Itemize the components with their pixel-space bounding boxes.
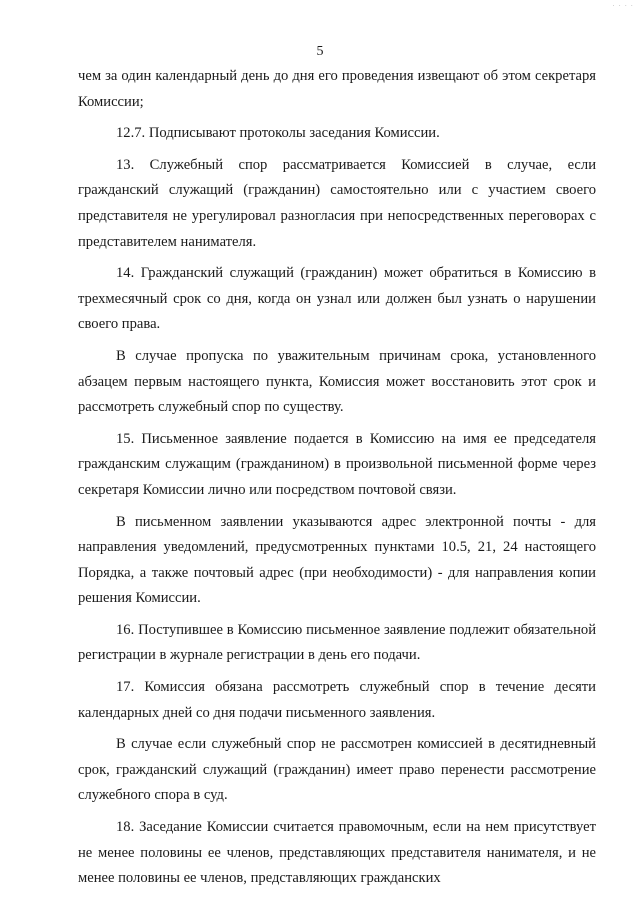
- paragraph-13: 13. Служебный спор рассматривается Комиссией в случае, если гражданский служащий (гражданин) самостоятельно или с участием своего представителя не урегулировал разногласия при непосредственных переговорах с представителем нанимателя.: [78, 156, 596, 250]
- paragraph-14: 14. Гражданский служащий (гражданин) может обратиться в Комиссию в трехмесячный срок со дня, когда он узнал или должен был узнать о нарушении своего права.: [78, 265, 596, 333]
- paragraph-12-7: 12.7. Подписывают протоколы заседания Комиссии.: [116, 125, 440, 142]
- corner-mark: · · · ·: [612, 2, 634, 10]
- paragraph-15: 15. Письменное заявление подается в Комиссию на имя ее председателя гражданским служащим (гражданином) в произвольной письменной форме через секретаря Комиссии лично или посредством почтовой связи.: [78, 430, 596, 498]
- paragraph-17: 17. Комиссия обязана рассмотреть служебный спор в течение десяти календарных дней со дня подачи письменного заявления.: [78, 679, 596, 721]
- page-number: 5: [316, 44, 324, 59]
- paragraph-17-part-2: В случае если служебный спор не рассмотрен комиссией в десятидневный срок, гражданский служащий (гражданин) имеет право перенести рассмотрение служебного спора в суд.: [78, 736, 596, 804]
- paragraph-16: 16. Поступившее в Комиссию письменное заявление подлежит обязательной регистрации в журнале регистрации в день его подачи.: [78, 621, 596, 664]
- paragraph-14-part-2: В случае пропуска по уважительным причинам срока, установленного абзацем первым настоящего пункта, Комиссия может восстановить этот срок и рассмотреть служебный спор по существу.: [78, 347, 596, 416]
- document-body: [78, 64, 596, 898]
- paragraph-18: 18. Заседание Комиссии считается правомочным, если на нем присутствует не менее половины ее членов, представляющих представителя нанимателя, и не менее половины ее членов, представляющих гражданских: [78, 819, 596, 887]
- paragraph-15-part-2: В письменном заявлении указываются адрес электронной почты - для направления уведомлений, предусмотренных пунктами 10.5, 21, 24 настоящего Порядка, а также почтовый адрес (при необходимости) - для направления копии решения Комиссии.: [78, 513, 596, 607]
- paragraph-continuation: чем за один календарный день до дня его проведения извещают об этом секретаря Комиссии;: [78, 68, 596, 110]
